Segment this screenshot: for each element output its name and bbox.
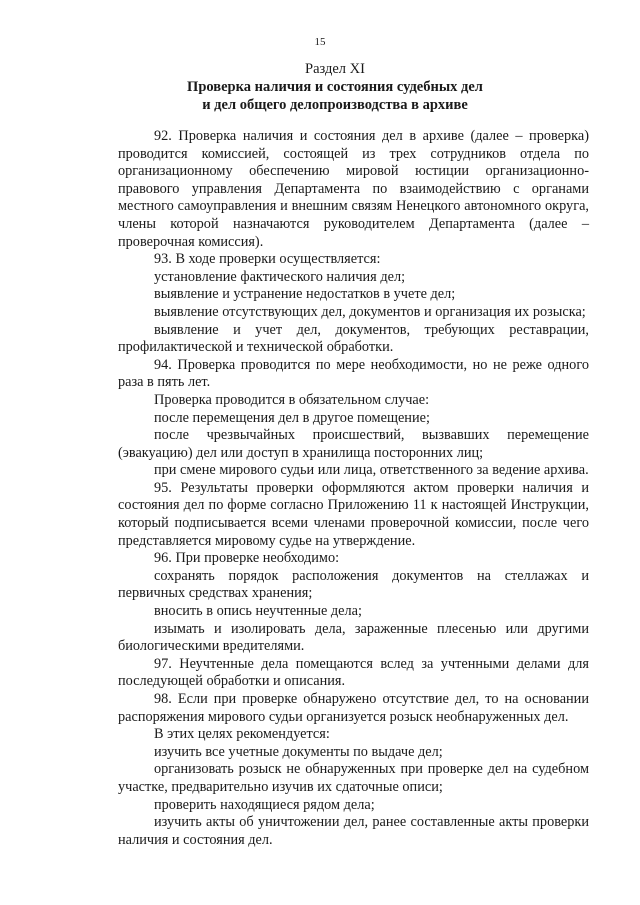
paragraph-92: 92. Проверка наличия и состояния дел в архиве (далее – проверка) проводится комиссией, состоящей из трех сотрудников отдела по организационному обеспечению мировой юстиции организационно-правового управления Департамента по взаимодействию с органами местного самоуправления и внешним связям Ненецкого автономного округа, члены которой назначаются руководителем Департамента (далее – проверочная комиссия). <box>118 128 589 250</box>
list-item: изучить акты об уничтожении дел, ранее составленные акты проверки наличия и состояния дел. <box>118 814 589 848</box>
paragraph-96: 96. При проверке необходимо: <box>154 550 340 567</box>
list-item: при смене мирового судьи или лица, ответственного за ведение архива. <box>154 462 589 479</box>
section-title: Раздел XI <box>305 61 365 77</box>
paragraph-97: 97. Неучтенные дела помещаются вслед за учтенными делами для последующей обработки и описания. <box>118 655 589 690</box>
section-header <box>90 60 580 114</box>
paragraph: В этих целях рекомендуется: <box>154 726 330 743</box>
list-item: изучить все учетные документы по выдаче дел; <box>154 743 443 760</box>
list-item: выявление и учет дел, документов, требующих реставрации, профилактической и технической обработки. <box>118 321 589 356</box>
section-heading-line-2: и дел общего делопроизводства в архиве <box>202 97 468 113</box>
list-item: организовать розыск не обнаруженных при проверке дел на судебном участке, предварительно изучив их сдаточные описи; <box>118 761 589 795</box>
paragraph-95: 95. Результаты проверки оформляются актом проверки наличия и состояния дел по форме согласно Приложению 11 к настоящей Инструкции, который подписывается всеми членами проверочной комиссии, после чего представляется мировому судье на утверждение. <box>118 479 589 549</box>
list-item: после чрезвычайных происшествий, вызвавших перемещение (эвакуацию) дел или доступ в хранилища посторонних лиц; <box>118 427 589 461</box>
section-heading-line-1: Проверка наличия и состояния судебных дел <box>187 79 483 95</box>
list-item: сохранять порядок расположения документов на стеллажах и первичных средствах хранения; <box>118 567 589 602</box>
paragraph-93: 93. В ходе проверки осуществляется: <box>154 251 381 268</box>
list-item: установление фактического наличия дел; <box>154 268 406 285</box>
list-item: выявление и устранение недостатков в учете дел; <box>154 286 456 303</box>
paragraph: Проверка проводится в обязательном случае: <box>154 391 430 408</box>
list-item: вносить в опись неучтенные дела; <box>154 603 362 620</box>
list-item: выявление отсутствующих дел, документов и организация их розыска; <box>154 303 586 320</box>
paragraph-94: 94. Проверка проводится по мере необходимости, но не реже одного раза в пять лет. <box>118 356 589 391</box>
list-item: изымать и изолировать дела, зараженные плесенью или другими биологическими вредителями. <box>118 620 589 655</box>
list-item: проверить находящиеся рядом дела; <box>154 796 375 813</box>
page-number: 15 <box>314 36 326 48</box>
document-body <box>118 128 589 849</box>
list-item: после перемещения дел в другое помещение; <box>154 409 430 426</box>
paragraph-98: 98. Если при проверке обнаружено отсутствие дел, то на основании распоряжения мирового судьи организуется розыск необнаруженных дел. <box>118 691 589 725</box>
